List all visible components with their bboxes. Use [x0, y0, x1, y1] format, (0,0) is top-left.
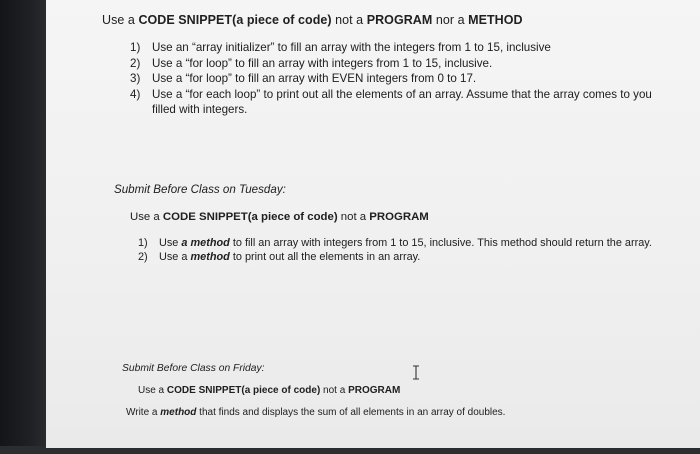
list-item-number: 2) — [130, 56, 141, 70]
monitor-bezel-left — [0, 0, 46, 454]
list-item-pre: Use a — [159, 251, 191, 264]
list-item-text — [159, 251, 420, 263]
tuesday-task-list — [138, 236, 658, 264]
tuesday-section-title: Submit Before Class on Tuesday: — [114, 183, 286, 196]
list-item — [130, 87, 675, 118]
list-item-emphasis: a method — [181, 237, 230, 249]
tuesday-line-mid: not a — [337, 211, 370, 223]
list-item-number: 2) — [138, 251, 148, 264]
list-item-text: Use a “for loop” to fill an array with integers from 1 to 15, inclusive. — [152, 56, 493, 70]
list-item — [138, 236, 658, 250]
list-item — [130, 56, 675, 72]
list-item-emphasis: method — [190, 251, 230, 264]
list-item — [138, 250, 658, 264]
tuesday-line-program: PROGRAM — [369, 211, 429, 223]
friday-instruction — [138, 385, 400, 396]
list-item-post: to fill an array with integers from 1 to 15, inclusive. This method should return the array. — [229, 237, 652, 249]
list-item-number: 1) — [138, 237, 148, 249]
task-list — [130, 40, 675, 118]
heading-prefix: Use a — [102, 13, 139, 27]
list-item-number: 3) — [130, 72, 141, 86]
list-item-post: to print out all the elements in an array. — [229, 251, 421, 264]
heading-mid: not a — [331, 13, 367, 27]
list-item-number: 4) — [130, 87, 141, 101]
heading-method: METHOD — [468, 13, 523, 27]
friday-task-post: that finds and displays the sum of all elements in an array of doubles. — [196, 407, 506, 418]
list-item-pre: Use — [159, 237, 182, 249]
list-item-text: Use a “for each loop” to print out all the elements of an array. Assume that the array comes to you filled with integers. — [152, 87, 652, 117]
friday-task-pre: Write a — [126, 407, 161, 418]
friday-section-title: Submit Before Class on Friday: — [122, 363, 265, 374]
list-item-text: Use a “for loop” to fill an array with EVEN integers from 0 to 17. — [152, 72, 477, 86]
tuesday-instruction — [130, 211, 429, 223]
heading-program: PROGRAM — [366, 13, 433, 27]
tuesday-line-code-snippet: CODE SNIPPET(a piece of code) — [162, 211, 338, 223]
friday-line-program: PROGRAM — [348, 385, 401, 396]
friday-line-code-snippet: CODE SNIPPET(a piece of code) — [166, 385, 321, 396]
friday-line-mid: not a — [320, 385, 349, 396]
tuesday-line-prefix: Use a — [130, 211, 163, 223]
text-cursor-icon — [411, 365, 421, 380]
heading-code-snippet: CODE SNIPPET(a piece of code) — [138, 13, 332, 27]
list-item-number: 1) — [130, 41, 141, 54]
friday-task — [126, 407, 505, 418]
list-item — [130, 71, 675, 87]
friday-task-emphasis: method — [160, 407, 197, 418]
friday-line-prefix: Use a — [138, 385, 167, 396]
document-page — [46, 0, 700, 448]
list-item-text — [159, 237, 652, 249]
heading-mid2: nor a — [432, 13, 469, 27]
list-item-text: Use an “array initializer” to fill an array with the integers from 1 to 15, inclusive — [152, 41, 551, 54]
list-item — [130, 40, 675, 56]
page-heading — [102, 13, 523, 27]
